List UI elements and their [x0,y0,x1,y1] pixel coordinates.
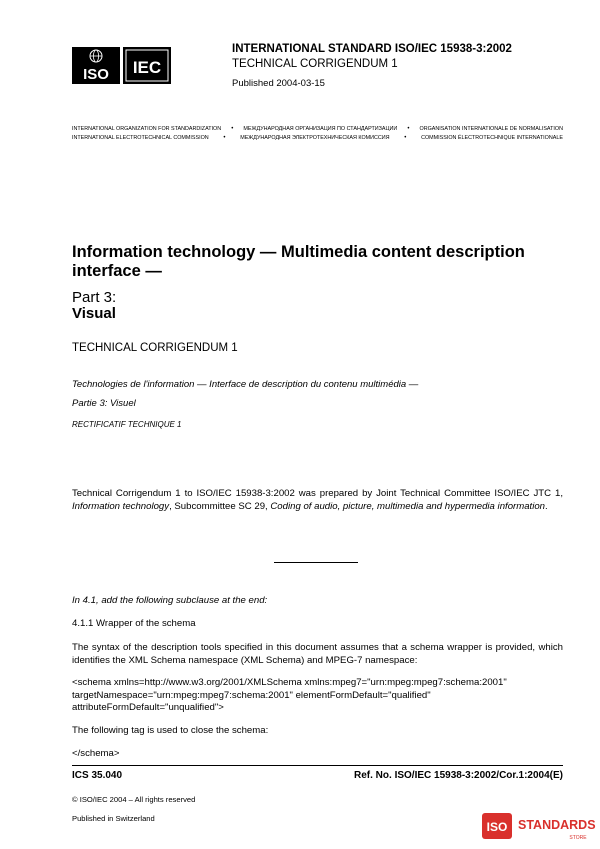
standard-subtitle: TECHNICAL CORRIGENDUM 1 [232,58,398,70]
iec-logo [123,47,171,84]
syntax-paragraph: The syntax of the description tools specified in this document assumes that a schema wrapper is provided, which identifies the XML Schema namespace (XML Schema) and MPEG-7 namespace: [72,642,563,666]
foreword-text-2: , Subcommittee SC 29, [169,500,271,512]
schema-code-block [72,677,563,715]
organizations-row-1 [72,126,563,132]
foreword-italic-2: Coding of audio, picture, multimedia and hypermedia information [270,500,546,512]
part-label: Part 3: [72,289,117,306]
footer-rule [72,765,563,766]
foreword-italic-1: Information technology [72,500,170,512]
iso-standards-store-logo [481,812,596,842]
foreword-text-3: . [545,500,548,512]
subclause-heading: 4.1.1 Wrapper of the schema [72,618,196,629]
part-name: Visual [72,305,116,322]
organizations-row-2 [72,135,563,141]
stamp-store-text: STORE [569,835,587,841]
org-iso-fr: ORGANISATION INTERNATIONALE DE NORMALISATION [419,126,563,132]
stamp-standards-text: STANDARDS [518,818,596,832]
org-iso-en: INTERNATIONAL ORGANIZATION FOR STANDARDIZATION [72,126,222,132]
ics-code: ICS 35.040 [72,770,123,781]
org-iec-ru: МЕЖДУНАРОДНАЯ ЭЛЕКТРОТЕХНИЧЕСКАЯ КОМИССИЯ [240,135,390,141]
code-line-1: <schema xmlns=http://www.w3.org/2001/XMLSchema xmlns:mpeg7="urn:mpeg:mpeg7:schema:2001" [72,677,507,688]
org-iso-ru: МЕЖДУНАРОДНАЯ ОРГАНИЗАЦИЯ ПО СТАНДАРТИЗАЦИИ [243,126,398,132]
copyright: © ISO/IEC 2004 – All rights reserved [72,795,196,804]
separator-dot: • [407,126,410,132]
french-part: Partie 3: Visuel [72,398,136,409]
code-line-3: attributeFormDefault="unqualified"> [72,702,224,713]
standard-title: INTERNATIONAL STANDARD ISO/IEC 15938-3:2002 [232,43,512,55]
document-title-line-2: interface — [72,262,162,280]
stamp-iso-text: ISO [486,820,508,834]
french-title: Technologies de l'information — Interface de description du contenu multimédia — [72,379,419,390]
org-iec-fr: COMMISSION ÉLECTROTECHNIQUE INTERNATIONALE [421,135,563,141]
iso-logo [72,47,120,84]
iso-logo-text: ISO [83,66,109,83]
separator-line [274,562,358,563]
document-title [72,243,562,281]
foreword-text-1: Technical Corrigendum 1 to ISO/IEC 15938-3:2002 was prepared by Joint Technical Committee ISO/IEC JTC 1, [72,488,563,499]
published-date: Published 2004-03-15 [232,78,325,89]
closing-text: The following tag is used to close the schema: [72,725,269,736]
amendment-instruction: In 4.1, add the following subclause at the end: [72,595,268,606]
separator-dot: • [231,126,234,132]
closing-tag: </schema> [72,748,120,759]
document-title-line-1: Information technology — Multimedia content description [72,243,525,261]
published-in: Published in Switzerland [72,814,155,823]
separator-dot: • [223,135,226,141]
separator-dot: • [404,135,407,141]
iec-logo-text: IEC [132,58,162,77]
corrigendum-label: TECHNICAL CORRIGENDUM 1 [72,342,238,354]
foreword-paragraph [72,488,563,513]
org-iec-en: INTERNATIONAL ELECTROTECHNICAL COMMISSION [72,135,209,141]
french-corrigendum: RECTIFICATIF TECHNIQUE 1 [72,420,182,429]
code-line-2: targetNamespace="urn:mpeg:mpeg7:schema:2001" elementFormDefault="qualified" [72,689,431,701]
reference-number: Ref. No. ISO/IEC 15938-3:2002/Cor.1:2004(E) [354,770,563,781]
